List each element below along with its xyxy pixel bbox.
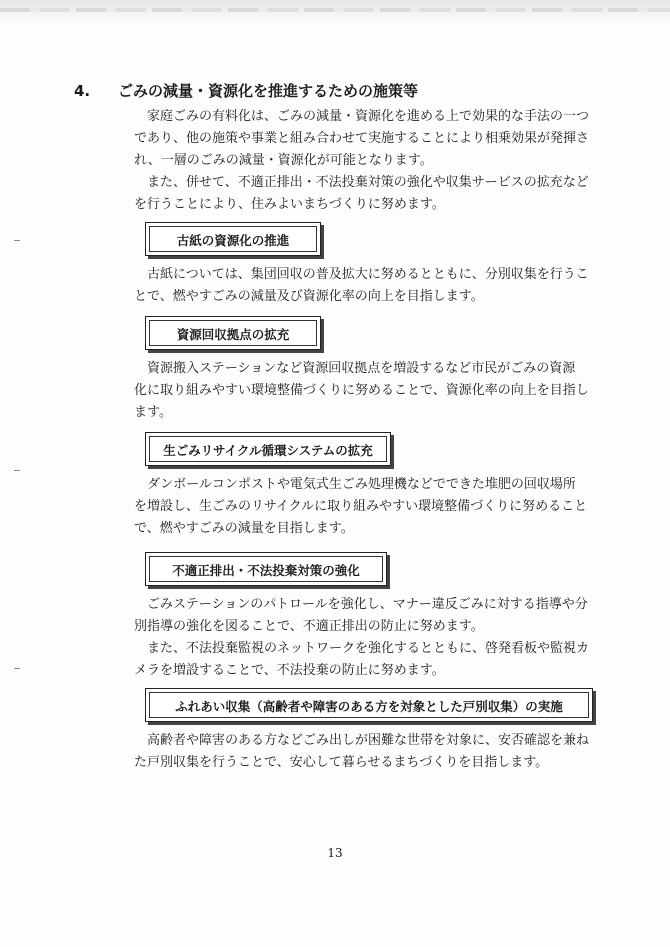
text-line: 古紙については、集団回収の普及拡大に努めるとともに、分別収集を行うこ [147, 267, 589, 282]
intro-paragraph-2 [134, 172, 589, 216]
text-line: ごみステーションのパトロールを強化し、マナー違反ごみに対する指導や分 [147, 597, 588, 612]
text-line: また、併せて、不適正排出・不法投棄対策の強化や収集サービスの拡充など [147, 175, 589, 190]
intro-paragraph-1 [134, 106, 590, 172]
subsection-title: 生ごみリサイクル循環システムの拡充 [163, 443, 373, 458]
section-title: ごみの減量・資源化を推進するための施策等 [118, 82, 419, 100]
subsection-box-illegal-dumping [145, 552, 387, 586]
paragraph-friendly-collection [134, 730, 590, 774]
subsection-box-food-waste [145, 432, 391, 466]
text-line: 化に取り組みやすい環境整備づくりに努めることで、資源化率の向上を目指し [134, 383, 589, 398]
text-line: また、不法投棄監視のネットワークを強化するとともに、啓発看板や監視カ [147, 641, 590, 656]
text-line: であり、他の施策や事業と組み合わせて実施することにより相乗効果が発揮さ [134, 131, 590, 146]
paragraph-illegal-dumping [134, 594, 590, 682]
margin-mark [14, 470, 20, 471]
subsection-title: 資源回収拠点の拡充 [176, 327, 290, 342]
text-line: ます。 [134, 405, 172, 420]
paragraph-paper-recycling [134, 264, 589, 308]
text-line: れ、一層のごみの減量・資源化が可能となります。 [134, 153, 433, 168]
text-line: 高齢者や障害のある方などごみ出しが困難な世帯を対象に、安否確認を兼ね [147, 733, 590, 748]
text-line: 資源搬入ステーションなど資源回収拠点を増設するなど市民がごみの資源 [147, 361, 576, 376]
section-heading [74, 80, 418, 101]
text-line: を増設し、生ごみのリサイクルに取り組みやすい環境整備づくりに努めること [134, 499, 588, 514]
margin-mark [14, 240, 20, 241]
subsection-box-paper-recycling [145, 222, 321, 256]
subsection-box-collection-points [145, 316, 321, 350]
paragraph-food-waste [134, 474, 588, 540]
text-line: で、燃やすごみの減量を目指します。 [134, 521, 354, 536]
subsection-title: 古紙の資源化の推進 [176, 233, 290, 248]
section-number: 4. [74, 82, 91, 100]
text-line: とで、燃やすごみの減量及び資源化率の向上を目指します。 [134, 289, 484, 304]
margin-mark [14, 668, 20, 669]
text-line: メラを増設することで、不法投棄の防止に努めます。 [134, 663, 445, 678]
subsection-box-friendly-collection [145, 688, 593, 722]
text-line: を行うことにより、住みよいまちづくりに努めます。 [134, 197, 445, 212]
text-line: た戸別収集を行うことで、安心して暮らせるまちづくりを目指します。 [134, 755, 549, 770]
scan-artifact-band [0, 0, 670, 22]
subsection-title: 不適正排出・不法投棄対策の強化 [172, 563, 360, 578]
paragraph-collection-points [134, 358, 589, 424]
text-line: 家庭ごみの有料化は、ごみの減量・資源化を進める上で効果的な手法の一つ [147, 109, 590, 124]
text-line: ダンボールコンポストや電気式生ごみ処理機などでできた堆肥の回収場所 [147, 477, 576, 492]
page-number: 13 [327, 846, 343, 860]
text-line: 別指導の強化を図ることで、不適正排出の防止に努めます。 [134, 619, 484, 634]
subsection-title: ふれあい収集（高齢者や障害のある方を対象とした戸別収集）の実施 [175, 699, 563, 714]
